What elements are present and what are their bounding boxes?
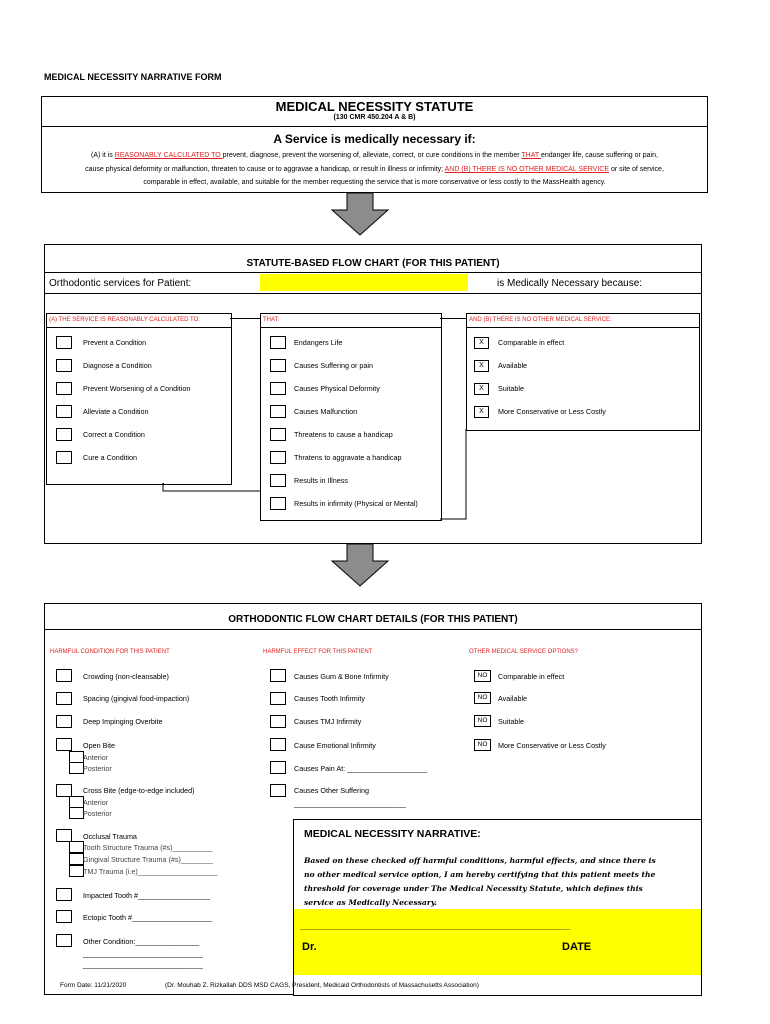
checkbox-available[interactable]: X (474, 360, 489, 372)
checkbox-tmj-trauma[interactable] (69, 865, 84, 877)
label-tooth-infirmity: Causes Tooth Infirmity (294, 694, 365, 703)
label-other-condition: Other Condition:________________ (83, 937, 200, 946)
checkbox-other-suffering[interactable] (270, 784, 286, 797)
label-opt-conservative: More Conservative or Less Costly (498, 741, 606, 750)
label-suitable: Suitable (498, 384, 524, 393)
label-cross-anterior: Anterior (83, 798, 109, 807)
checkbox-gingival-trauma[interactable] (69, 853, 84, 865)
label-pain-at: Causes Pain At: ____________________ (294, 764, 428, 773)
col-b-header: AND (B) THERE IS NO OTHER MEDICAL SERVICE: (469, 317, 612, 323)
label-open-anterior: Anterior (83, 753, 109, 762)
other-options-header: OTHER MEDICAL SERVICE OPTIONS? (469, 649, 579, 655)
down-arrow-icon (330, 543, 390, 588)
label-endangers-life: Endangers Life (294, 338, 343, 347)
checkbox-illness[interactable] (270, 474, 286, 487)
label-suffering: Causes Suffering or pain (294, 361, 373, 370)
label-tmj-trauma: TMJ Trauma (i.e)____________________ (83, 867, 218, 876)
statute-line3: comparable in effect, available, and suitable for the member requesting the service that is more conservative or less costly to the MassHealth agency. (143, 179, 606, 186)
checkbox-tooth-trauma[interactable] (69, 841, 84, 853)
checkbox-crowding[interactable] (56, 669, 72, 682)
checkbox-threatens-handicap[interactable] (270, 428, 286, 441)
checkbox-correct[interactable] (56, 428, 72, 441)
flow2-title: ORTHODONTIC FLOW CHART DETAILS (FOR THIS PATIENT) (228, 614, 518, 625)
patient-name-field[interactable] (260, 274, 468, 291)
label-deformity: Causes Physical Deformity (294, 384, 380, 393)
patient-suffix: is Medically Necessary because: (497, 278, 643, 289)
checkbox-tooth-infirmity[interactable] (270, 692, 286, 705)
statute-line1: (A) it is REASONABLY CALCULATED TO prevent, diagnose, prevent the worsening of, alleviate, correct, or cure conditions in the member THAT endanger life, cause suffering or pain, (91, 152, 658, 159)
label-impacted: Impacted Tooth #__________________ (83, 891, 210, 900)
date-label: DATE (562, 941, 592, 953)
checkbox-open-bite[interactable] (56, 738, 72, 751)
label-prevent-worsening: Prevent Worsening of a Condition (83, 384, 191, 393)
label-spacing: Spacing (gingival food-impaction) (83, 694, 190, 703)
checkbox-infirmity[interactable] (270, 497, 286, 510)
label-occlusal-trauma: Occlusal Trauma (83, 832, 137, 841)
checkbox-emotional[interactable] (270, 738, 286, 751)
statute-heading: A Service is medically necessary if: (273, 132, 476, 146)
label-alleviate: Alleviate a Condition (83, 407, 149, 416)
dr-label: Dr. (302, 941, 317, 953)
label-prevent: Prevent a Condition (83, 338, 147, 347)
other-condition-line2: ______________________________ (83, 960, 203, 969)
footer-credit: (Dr. Mouhab Z. Rizkallah DDS MSD CAGS, President, Medicaid Orthodontists of Massachusetts Association) (165, 982, 479, 989)
checkbox-other-condition[interactable] (56, 934, 72, 947)
label-opt-suitable: Suitable (498, 717, 524, 726)
checkbox-ectopic[interactable] (56, 910, 72, 923)
label-available: Available (498, 361, 528, 370)
checkbox-prevent-worsening[interactable] (56, 382, 72, 395)
checkbox-suitable[interactable]: X (474, 383, 489, 395)
label-deep-bite: Deep Impinging Overbite (83, 717, 163, 726)
harmful-condition-header: HARMFUL CONDITION FOR THIS PATIENT (50, 649, 170, 655)
col-a-header: (A) THE SERVICE IS REASONABLY CALCULATED TO: (49, 317, 200, 323)
checkbox-diagnose[interactable] (56, 359, 72, 372)
statute-citation: (130 CMR 450.204 A & B) (333, 114, 416, 121)
label-gingival-trauma: Gingival Structure Trauma (#s)________ (83, 855, 213, 864)
statute-box (41, 96, 708, 193)
checkbox-tmj-infirmity[interactable] (270, 715, 286, 728)
checkbox-conservative[interactable]: X (474, 406, 489, 418)
col-that-header: THAT: (263, 317, 280, 323)
label-correct: Correct a Condition (83, 430, 145, 439)
label-gum-bone: Causes Gum & Bone Infirmity (294, 672, 389, 681)
statute-line2: cause physical deformity or malfunction, threaten to cause or to aggravae a handicap, or result in illness or infirmity; AND (B) THERE IS NO OTHER MEDICAL SERVICE or site of service, (85, 166, 664, 173)
narrative-box (293, 819, 702, 996)
label-emotional: Cause Emotional Infirmity (294, 741, 376, 750)
label-cross-bite: Cross Bite (edge-to-edge included) (83, 786, 195, 795)
label-aggravate-handicap: Thratens to aggravate a handicap (294, 453, 402, 462)
statute-title: MEDICAL NECESSITY STATUTE (275, 99, 474, 114)
harmful-effect-header: HARMFUL EFFECT FOR THIS PATIENT (263, 649, 373, 655)
no-suitable[interactable]: NO (474, 715, 491, 727)
label-opt-comparable: Comparable in effect (498, 672, 565, 681)
label-opt-available: Available (498, 694, 528, 703)
checkbox-aggravate-handicap[interactable] (270, 451, 286, 464)
no-conservative[interactable]: NO (474, 739, 491, 751)
checkbox-deep-bite[interactable] (56, 715, 72, 728)
label-threatens-handicap: Threatens to cause a handicap (294, 430, 393, 439)
down-arrow-icon (330, 192, 390, 237)
flow1-title: STATUTE-BASED FLOW CHART (FOR THIS PATIENT) (246, 258, 500, 269)
patient-prefix: Orthodontic services for Patient: (49, 278, 192, 289)
other-condition-line1: ______________________________ (83, 949, 203, 958)
checkbox-open-posterior[interactable] (69, 762, 84, 774)
signature-field[interactable] (294, 909, 701, 975)
checkbox-spacing[interactable] (56, 692, 72, 705)
other-suffering-line: ____________________________ (294, 799, 406, 808)
checkbox-cross-posterior[interactable] (69, 807, 84, 819)
form-title: MEDICAL NECESSITY NARRATIVE FORM (44, 72, 222, 82)
label-malfunction: Causes Malfunction (294, 407, 358, 416)
label-open-bite: Open Bite (83, 741, 115, 750)
checkbox-malfunction[interactable] (270, 405, 286, 418)
label-diagnose: Diagnose a Condition (83, 361, 152, 370)
label-illness: Results in Illness (294, 476, 348, 485)
checkbox-endangers-life[interactable] (270, 336, 286, 349)
connector-a-that (160, 482, 262, 494)
label-cross-posterior: Posterior (83, 809, 112, 818)
connector-that-b (439, 428, 469, 522)
label-cure: Cure a Condition (83, 453, 137, 462)
label-ectopic: Ectopic Tooth #____________________ (83, 913, 212, 922)
label-open-posterior: Posterior (83, 764, 112, 773)
checkbox-alleviate[interactable] (56, 405, 72, 418)
form-date: Form Date: 11/21/2020 (60, 982, 127, 989)
checkbox-cure[interactable] (56, 451, 72, 464)
checkbox-comparable[interactable]: X (474, 337, 489, 349)
narrative-text: Based on these checked off harmful conditions, harmful effects, and since there is no other medical service option, I am hereby certifying that this patient meets the threshold for coverage under The Medical Necessity Statute, which defines this service as Medically Necessary. (304, 856, 656, 907)
checkbox-prevent[interactable] (56, 336, 72, 349)
signature-line: ______________________________________________________ (300, 921, 571, 931)
checkbox-impacted[interactable] (56, 888, 72, 901)
label-conservative: More Conservative or Less Costly (498, 407, 606, 416)
col-that-box (260, 313, 442, 521)
label-tooth-trauma: Tooth Structure Trauma (#s)__________ (83, 843, 213, 852)
label-crowding: Crowding (non-cleansable) (83, 672, 169, 681)
label-comparable: Comparable in effect (498, 338, 565, 347)
narrative-title: MEDICAL NECESSITY NARRATIVE: (304, 828, 481, 840)
label-infirmity: Results in infirmity (Physical or Mental) (294, 499, 418, 508)
checkbox-deformity[interactable] (270, 382, 286, 395)
checkbox-suffering[interactable] (270, 359, 286, 372)
label-other-suffering: Causes Other Suffering (294, 786, 369, 795)
no-comparable[interactable]: NO (474, 670, 491, 682)
checkbox-pain-at[interactable] (270, 761, 286, 774)
label-tmj-infirmity: Causes TMJ Infirmity (294, 717, 362, 726)
checkbox-gum-bone[interactable] (270, 669, 286, 682)
no-available[interactable]: NO (474, 692, 491, 704)
